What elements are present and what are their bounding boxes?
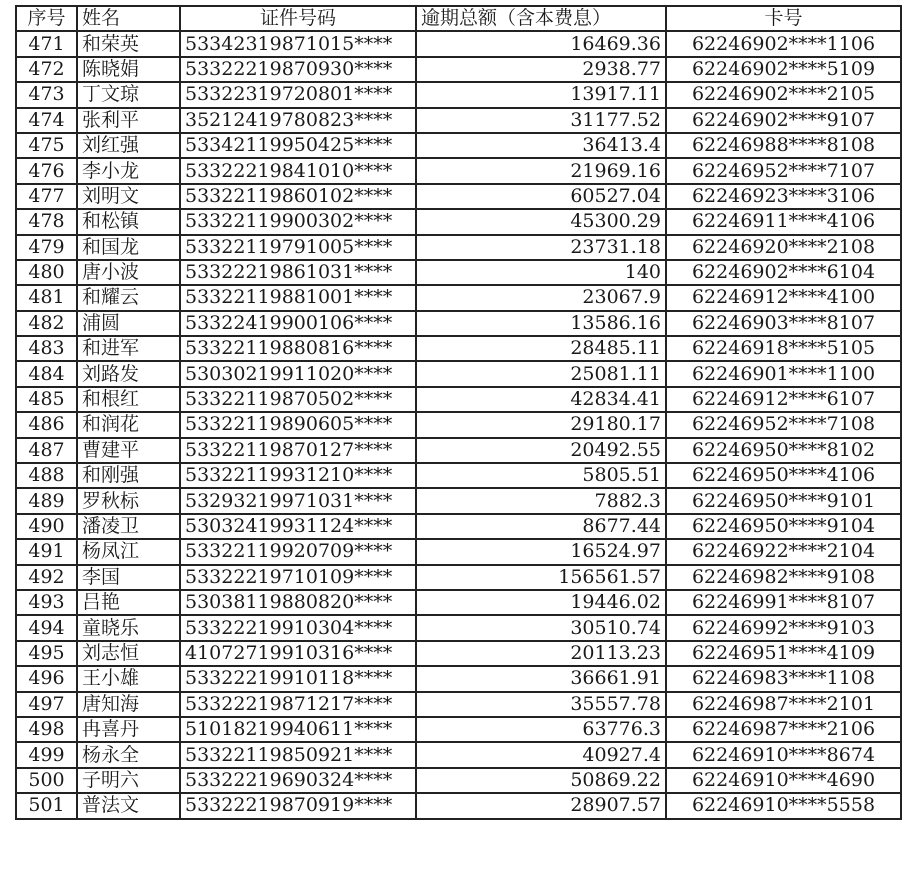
cell-overdue-total: 28485.11 xyxy=(416,336,666,361)
cell-seq: 496 xyxy=(16,666,77,691)
cell-id-number: 53322119900302**** xyxy=(180,209,416,234)
cell-card-number: 62246987****2101 xyxy=(666,692,901,717)
cell-overdue-total: 13917.11 xyxy=(416,82,666,107)
cell-id-number: 53322219870930**** xyxy=(180,57,416,82)
cell-name: 刘红强 xyxy=(77,133,180,158)
cell-seq: 485 xyxy=(16,387,77,412)
table-row xyxy=(16,539,901,564)
cell-name: 和国龙 xyxy=(77,235,180,260)
cell-overdue-total: 16524.97 xyxy=(416,539,666,564)
cell-overdue-total: 63776.3 xyxy=(416,717,666,742)
cell-seq: 497 xyxy=(16,692,77,717)
cell-name: 李小龙 xyxy=(77,158,180,183)
cell-overdue-total: 156561.57 xyxy=(416,565,666,590)
cell-overdue-total: 31177.52 xyxy=(416,108,666,133)
table-row xyxy=(16,641,901,666)
cell-seq: 477 xyxy=(16,184,77,209)
cell-id-number: 53322119920709**** xyxy=(180,539,416,564)
cell-seq: 484 xyxy=(16,361,77,386)
cell-overdue-total: 13586.16 xyxy=(416,311,666,336)
cell-card-number: 62246910****8674 xyxy=(666,742,901,767)
cell-name: 童晓乐 xyxy=(77,615,180,640)
cell-overdue-total: 35557.78 xyxy=(416,692,666,717)
table-row xyxy=(16,361,901,386)
cell-name: 李国 xyxy=(77,565,180,590)
cell-name: 刘路发 xyxy=(77,361,180,386)
cell-overdue-total: 20492.55 xyxy=(416,438,666,463)
cell-card-number: 62246902****9107 xyxy=(666,108,901,133)
cell-card-number: 62246901****1100 xyxy=(666,361,901,386)
cell-seq: 500 xyxy=(16,768,77,793)
cell-seq: 478 xyxy=(16,209,77,234)
cell-name: 和润花 xyxy=(77,412,180,437)
cell-overdue-total: 7882.3 xyxy=(416,488,666,513)
cell-name: 和耀云 xyxy=(77,285,180,310)
cell-overdue-total: 8677.44 xyxy=(416,514,666,539)
table-row xyxy=(16,717,901,742)
cell-name: 普法文 xyxy=(77,793,180,818)
cell-seq: 471 xyxy=(16,31,77,56)
header-row xyxy=(16,6,901,31)
cell-id-number: 53322119791005**** xyxy=(180,235,416,260)
cell-overdue-total: 45300.29 xyxy=(416,209,666,234)
cell-id-number: 53322219861031**** xyxy=(180,260,416,285)
cell-overdue-total: 23067.9 xyxy=(416,285,666,310)
cell-seq: 479 xyxy=(16,235,77,260)
table-row xyxy=(16,514,901,539)
cell-overdue-total: 30510.74 xyxy=(416,615,666,640)
cell-card-number: 62246902****5109 xyxy=(666,57,901,82)
cell-name: 曹建平 xyxy=(77,438,180,463)
table-row xyxy=(16,666,901,691)
table-row xyxy=(16,209,901,234)
table-row xyxy=(16,260,901,285)
cell-name: 和根红 xyxy=(77,387,180,412)
cell-name: 刘明文 xyxy=(77,184,180,209)
cell-card-number: 62246988****8108 xyxy=(666,133,901,158)
cell-overdue-total: 60527.04 xyxy=(416,184,666,209)
cell-id-number: 53322419900106**** xyxy=(180,311,416,336)
cell-seq: 476 xyxy=(16,158,77,183)
cell-name: 张利平 xyxy=(77,108,180,133)
table-row xyxy=(16,590,901,615)
table-row xyxy=(16,336,901,361)
cell-id-number: 53032419931124**** xyxy=(180,514,416,539)
cell-id-number: 53322119880816**** xyxy=(180,336,416,361)
cell-card-number: 62246950****4106 xyxy=(666,463,901,488)
cell-id-number: 53322119931210**** xyxy=(180,463,416,488)
cell-id-number: 53322219690324**** xyxy=(180,768,416,793)
cell-seq: 490 xyxy=(16,514,77,539)
cell-id-number: 53322119870502**** xyxy=(180,387,416,412)
cell-card-number: 62246922****2104 xyxy=(666,539,901,564)
cell-seq: 492 xyxy=(16,565,77,590)
cell-overdue-total: 140 xyxy=(416,260,666,285)
cell-overdue-total: 20113.23 xyxy=(416,641,666,666)
cell-overdue-total: 25081.11 xyxy=(416,361,666,386)
table-row xyxy=(16,82,901,107)
cell-overdue-total: 21969.16 xyxy=(416,158,666,183)
cell-card-number: 62246902****1106 xyxy=(666,31,901,56)
cell-id-number: 53322119850921**** xyxy=(180,742,416,767)
table-row xyxy=(16,184,901,209)
cell-id-number: 35212419780823**** xyxy=(180,108,416,133)
cell-name: 和进军 xyxy=(77,336,180,361)
cell-id-number: 53342119950425**** xyxy=(180,133,416,158)
table-row xyxy=(16,615,901,640)
table-row xyxy=(16,488,901,513)
cell-card-number: 62246987****2106 xyxy=(666,717,901,742)
cell-overdue-total: 19446.02 xyxy=(416,590,666,615)
cell-overdue-total: 36413.4 xyxy=(416,133,666,158)
cell-id-number: 53030219911020**** xyxy=(180,361,416,386)
cell-name: 唐知海 xyxy=(77,692,180,717)
cell-name: 丁文琼 xyxy=(77,82,180,107)
cell-id-number: 53322319720801**** xyxy=(180,82,416,107)
cell-seq: 475 xyxy=(16,133,77,158)
cell-id-number: 51018219940611**** xyxy=(180,717,416,742)
cell-id-number: 53342319871015**** xyxy=(180,31,416,56)
table-row xyxy=(16,158,901,183)
cell-name: 和松镇 xyxy=(77,209,180,234)
cell-name: 冉喜丹 xyxy=(77,717,180,742)
cell-name: 杨凤江 xyxy=(77,539,180,564)
cell-id-number: 53322219910118**** xyxy=(180,666,416,691)
cell-seq: 472 xyxy=(16,57,77,82)
cell-card-number: 62246950****9101 xyxy=(666,488,901,513)
cell-id-number: 53293219971031**** xyxy=(180,488,416,513)
cell-seq: 480 xyxy=(16,260,77,285)
cell-seq: 488 xyxy=(16,463,77,488)
table-row xyxy=(16,235,901,260)
cell-overdue-total: 23731.18 xyxy=(416,235,666,260)
cell-card-number: 62246912****4100 xyxy=(666,285,901,310)
cell-seq: 474 xyxy=(16,108,77,133)
table-row xyxy=(16,285,901,310)
cell-id-number: 53322119870127**** xyxy=(180,438,416,463)
cell-seq: 486 xyxy=(16,412,77,437)
cell-name: 吕艳 xyxy=(77,590,180,615)
cell-name: 子明六 xyxy=(77,768,180,793)
table-row xyxy=(16,57,901,82)
cell-card-number: 62246912****6107 xyxy=(666,387,901,412)
cell-seq: 482 xyxy=(16,311,77,336)
cell-name: 和刚强 xyxy=(77,463,180,488)
header-seq: 序号 xyxy=(16,6,77,31)
cell-seq: 499 xyxy=(16,742,77,767)
cell-id-number: 41072719910316**** xyxy=(180,641,416,666)
cell-card-number: 62246918****5105 xyxy=(666,336,901,361)
cell-name: 浦圆 xyxy=(77,311,180,336)
cell-card-number: 62246992****9103 xyxy=(666,615,901,640)
cell-seq: 483 xyxy=(16,336,77,361)
table-row xyxy=(16,565,901,590)
cell-seq: 494 xyxy=(16,615,77,640)
cell-name: 陈晓娟 xyxy=(77,57,180,82)
cell-seq: 473 xyxy=(16,82,77,107)
cell-id-number: 53322219841010**** xyxy=(180,158,416,183)
cell-overdue-total: 42834.41 xyxy=(416,387,666,412)
cell-seq: 491 xyxy=(16,539,77,564)
cell-seq: 495 xyxy=(16,641,77,666)
cell-id-number: 53322119881001**** xyxy=(180,285,416,310)
table-row xyxy=(16,463,901,488)
cell-overdue-total: 29180.17 xyxy=(416,412,666,437)
cell-seq: 501 xyxy=(16,793,77,818)
cell-card-number: 62246902****2105 xyxy=(666,82,901,107)
cell-name: 杨永全 xyxy=(77,742,180,767)
table-row xyxy=(16,793,901,818)
cell-card-number: 62246952****7107 xyxy=(666,158,901,183)
cell-card-number: 62246910****5558 xyxy=(666,793,901,818)
cell-card-number: 62246982****9108 xyxy=(666,565,901,590)
table-row xyxy=(16,311,901,336)
cell-overdue-total: 5805.51 xyxy=(416,463,666,488)
table-row xyxy=(16,742,901,767)
cell-name: 潘凌卫 xyxy=(77,514,180,539)
table-row xyxy=(16,768,901,793)
cell-card-number: 62246951****4109 xyxy=(666,641,901,666)
overdue-accounts-table xyxy=(15,5,902,820)
cell-seq: 498 xyxy=(16,717,77,742)
cell-card-number: 62246902****6104 xyxy=(666,260,901,285)
cell-overdue-total: 36661.91 xyxy=(416,666,666,691)
cell-overdue-total: 40927.4 xyxy=(416,742,666,767)
cell-id-number: 53322219871217**** xyxy=(180,692,416,717)
cell-id-number: 53322119890605**** xyxy=(180,412,416,437)
header-card-number: 卡号 xyxy=(666,6,901,31)
table-row xyxy=(16,412,901,437)
table-row xyxy=(16,108,901,133)
cell-overdue-total: 28907.57 xyxy=(416,793,666,818)
cell-id-number: 53038119880820**** xyxy=(180,590,416,615)
cell-card-number: 62246911****4106 xyxy=(666,209,901,234)
cell-card-number: 62246952****7108 xyxy=(666,412,901,437)
cell-name: 和荣英 xyxy=(77,31,180,56)
header-overdue-total: 逾期总额（含本费息） xyxy=(416,6,666,31)
cell-card-number: 62246923****3106 xyxy=(666,184,901,209)
cell-seq: 493 xyxy=(16,590,77,615)
cell-name: 刘志恒 xyxy=(77,641,180,666)
header-name: 姓名 xyxy=(77,6,180,31)
cell-card-number: 62246983****1108 xyxy=(666,666,901,691)
cell-name: 罗秋标 xyxy=(77,488,180,513)
cell-seq: 489 xyxy=(16,488,77,513)
cell-name: 唐小波 xyxy=(77,260,180,285)
cell-name: 王小雄 xyxy=(77,666,180,691)
cell-card-number: 62246910****4690 xyxy=(666,768,901,793)
cell-overdue-total: 50869.22 xyxy=(416,768,666,793)
cell-seq: 481 xyxy=(16,285,77,310)
cell-id-number: 53322219710109**** xyxy=(180,565,416,590)
table-row xyxy=(16,133,901,158)
cell-id-number: 53322219870919**** xyxy=(180,793,416,818)
cell-card-number: 62246920****2108 xyxy=(666,235,901,260)
cell-card-number: 62246991****8107 xyxy=(666,590,901,615)
table-row xyxy=(16,31,901,56)
table-row xyxy=(16,387,901,412)
cell-id-number: 53322119860102**** xyxy=(180,184,416,209)
table-row xyxy=(16,692,901,717)
table-row xyxy=(16,438,901,463)
cell-seq: 487 xyxy=(16,438,77,463)
cell-id-number: 53322219910304**** xyxy=(180,615,416,640)
cell-overdue-total: 2938.77 xyxy=(416,57,666,82)
cell-card-number: 62246950****9104 xyxy=(666,514,901,539)
header-id-number: 证件号码 xyxy=(180,6,416,31)
cell-card-number: 62246950****8102 xyxy=(666,438,901,463)
cell-overdue-total: 16469.36 xyxy=(416,31,666,56)
cell-card-number: 62246903****8107 xyxy=(666,311,901,336)
